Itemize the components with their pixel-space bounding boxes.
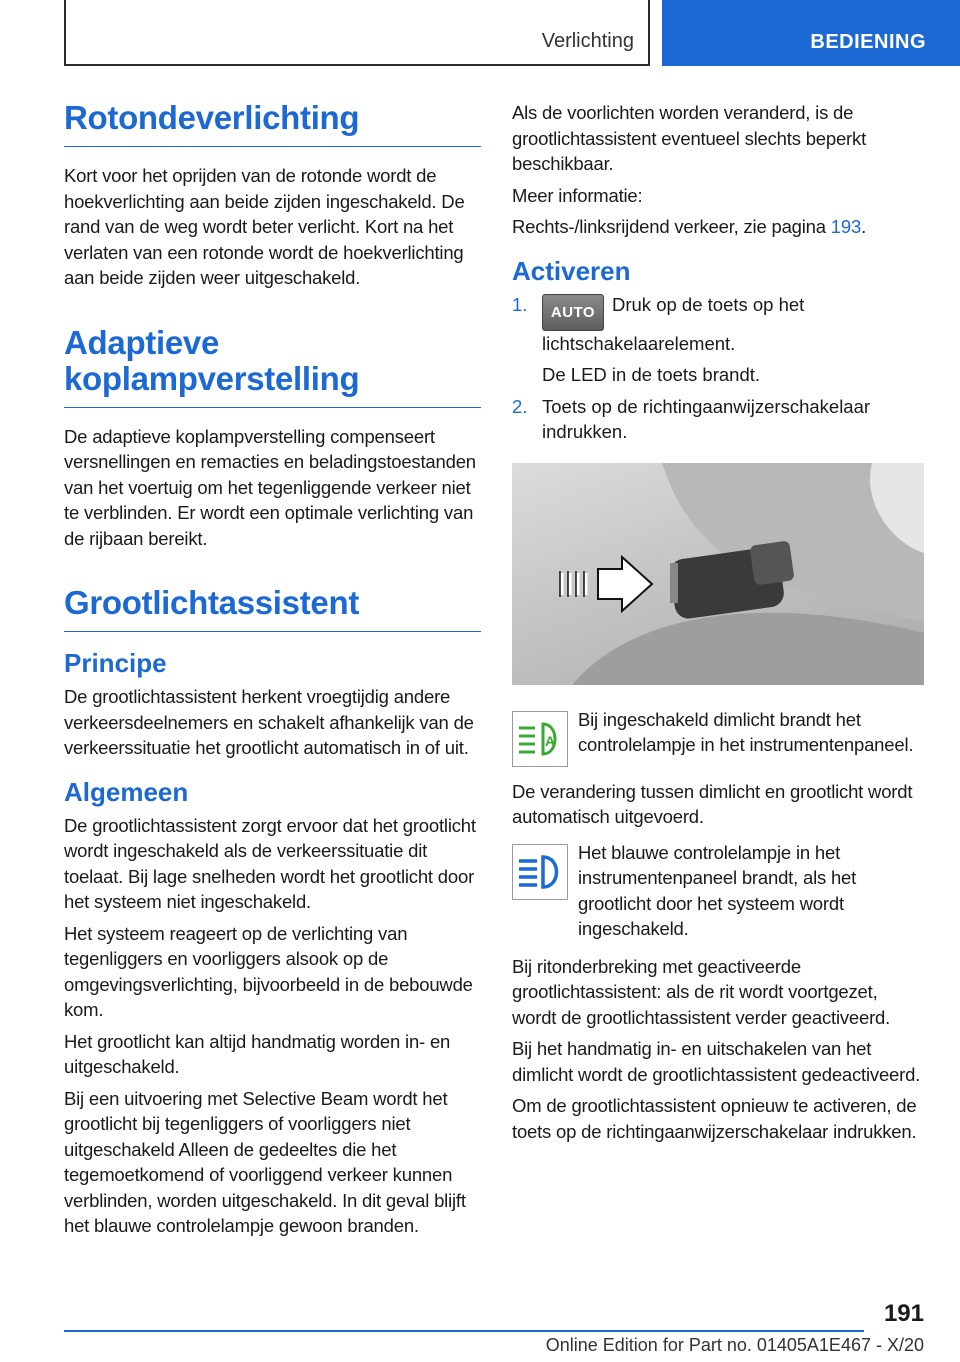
change-text: De verandering tussen dimlicht en grootlicht wordt automatisch uitgevoerd.	[512, 780, 913, 827]
step-note: De LED in de toets brandt.	[542, 364, 761, 385]
footer-rule	[64, 1330, 864, 1332]
heading-principle: Principe	[64, 648, 167, 678]
heading-adaptive-line1: Adaptieve	[64, 323, 220, 361]
page-number: 191	[883, 1300, 924, 1327]
heading-adaptive-line2: koplampverstelling	[64, 359, 360, 397]
more-info-label: Meer informatie:	[512, 184, 643, 206]
indicator-row-2	[512, 840, 924, 942]
step-text: Druk op de toets op het lichtschakelaarelement.	[542, 293, 805, 354]
footer-edition: Online Edition for Part no. 01405A1E467 - X/20	[545, 1335, 924, 1355]
auto-button-icon: AUTO	[542, 294, 604, 331]
header-section-title: Verlichting	[541, 30, 634, 52]
page-link-193[interactable]: 193	[830, 216, 862, 237]
step-number: 1.	[512, 293, 528, 315]
adaptive-body: De adaptieve koplampverstelling compenseert versnellingen en remacties en beladingstoestanden van het voertuig om het tegenliggende verkeer niet te verblinden. Er wordt een optimale verlichting van de rijbaan bereikt.	[64, 425, 476, 549]
turn-signal-stalk-photo	[512, 463, 924, 685]
general-p4: Bij een uitvoering met Selective Beam wordt het grootlicht bij tegenliggers of voorliggers niet uitgeschakeld Alleen de gedeeltes die het tegemoetkomend of voorliggend verkeer kunnen verblinden, worden uitgeschakeld. In dit geval blijft het blauwe controlelampje gewoon branden.	[64, 1087, 466, 1236]
svg-text:A: A	[545, 732, 556, 749]
header-chapter-title: BEDIENING	[810, 31, 926, 53]
heading-rotonde: Rotondeverlichting	[64, 100, 481, 147]
reactivate-text: Om de grootlichtassistent opnieuw te activeren, de toets op de richtingaanwijzerschakelaar indrukken.	[512, 1095, 917, 1142]
high-beam-icon	[512, 844, 568, 900]
step-1-note	[512, 362, 924, 388]
rotonde-body: Kort voor het oprijden van de rotonde wordt de hoekverlichting aan beide zijden ingeschakeld. De rand van de weg wordt beter verlicht. Kort na het verlaten van een rotonde wordt de hoekverlichting aan beide zijden weer uitgeschakeld.	[64, 165, 465, 288]
manual-text: Bij het handmatig in- en uitschakelen van het dimlicht wordt de grootlichtassistent gedeactiveerd.	[512, 1038, 921, 1085]
header-chapter-tab	[662, 0, 960, 66]
heading-activate: Activeren	[512, 255, 631, 286]
indicator-row-1	[512, 707, 924, 767]
high-beam-assist-icon	[512, 711, 568, 767]
interrupt-text: Bij ritonderbreking met geactiveerde grootlichtassistent: als de rit wordt voortgezet, wordt de grootlichtassistent verder geactiveerd.	[512, 955, 891, 1028]
stalk-illustration	[512, 463, 924, 685]
general-p1: De grootlichtassistent zorgt ervoor dat het grootlicht wordt ingeschakeld als de verkeerssituatie dit toelaat. Bij lage snelheden wordt het grootlicht door het systeem niet ingeschakeld.	[64, 814, 476, 912]
indicator-2-text: Het blauwe controlelampje in het instrumentenpaneel brandt, als het grootlicht door het systeem wordt ingeschakeld.	[578, 841, 857, 939]
indicator-1-text: Bij ingeschakeld dimlicht brandt het controlelampje in het instrumentenpaneel.	[578, 708, 914, 755]
left-column	[64, 100, 481, 1240]
step-2	[512, 394, 924, 445]
heading-adaptive	[64, 325, 481, 408]
heading-assistant: Grootlichtassistent	[64, 585, 481, 632]
general-p2: Het systeem reageert op de verlichting van tegenliggers en voorliggers alsook op de omgevingsverlichting, bijvoorbeeld in de bebouwde kom.	[64, 922, 473, 1020]
step-text: Toets op de richtingaanwijzerschakelaar indrukken.	[542, 395, 871, 442]
general-p5: Als de voorlichten worden veranderd, is de grootlichtassistent eventueel slechts beperkt beschikbaar.	[512, 102, 867, 174]
cross-reference: Rechts-/linksrijdend verkeer, zie pagina 193.	[512, 216, 867, 237]
header-section-box	[64, 0, 650, 66]
step-1	[512, 292, 924, 357]
step-number: 2.	[512, 395, 528, 417]
general-p3: Het grootlicht kan altijd handmatig worden in- en uitgeschakeld.	[64, 1030, 451, 1077]
principle-body: De grootlichtassistent herkent vroegtijdig andere verkeersdeelnemers en schakelt afhankelijk van de verkeerssituatie het grootlicht automatisch in of uit.	[64, 686, 474, 758]
heading-general: Algemeen	[64, 776, 189, 807]
right-column	[512, 100, 924, 1150]
